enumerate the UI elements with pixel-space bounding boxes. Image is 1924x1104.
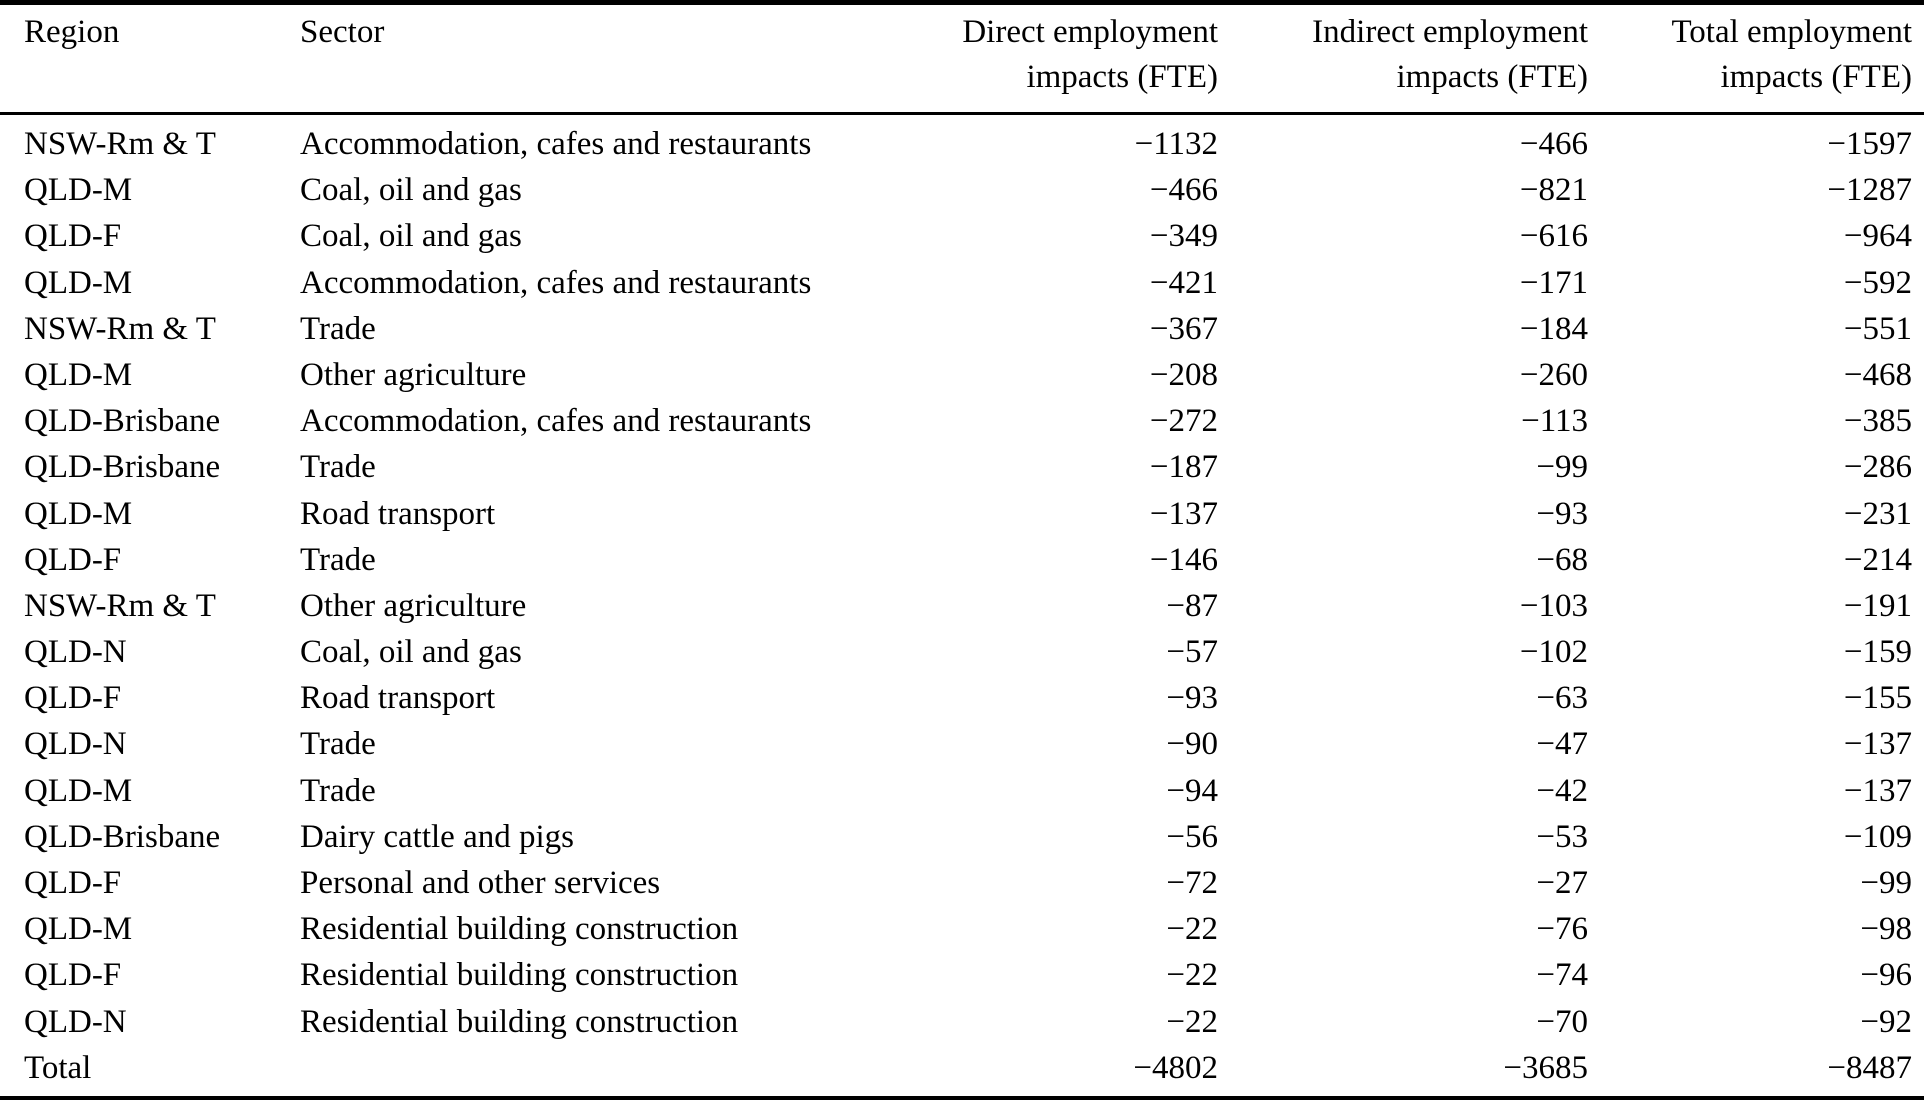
direct-impact-cell: −349 xyxy=(1149,218,1218,255)
region-cell: QLD-M xyxy=(24,264,133,301)
total-impact-cell: −92 xyxy=(1860,1003,1912,1040)
direct-impact-cell: −421 xyxy=(1149,264,1218,301)
sector-cell: Accommodation, cafes and restaurants xyxy=(300,264,812,301)
sector-cell: Road transport xyxy=(300,680,496,717)
direct-impact-cell: −146 xyxy=(1149,541,1218,578)
region-cell: QLD-M xyxy=(24,172,133,209)
table-row xyxy=(0,675,1924,721)
table-header-row xyxy=(0,5,1924,115)
direct-impact-cell: −90 xyxy=(1166,726,1218,763)
indirect-impact-cell: −466 xyxy=(1519,126,1588,162)
direct-impact-cell: −137 xyxy=(1149,495,1218,532)
direct-impact-cell: −466 xyxy=(1149,172,1218,209)
indirect-impact-cell: −27 xyxy=(1536,865,1588,901)
sector-cell: Residential building construction xyxy=(300,957,739,994)
sector-cell: Residential building construction xyxy=(300,1003,739,1040)
direct-impact-cell: −72 xyxy=(1166,865,1218,901)
direct-impact-cell: −187 xyxy=(1149,449,1218,486)
header-direct-line2: impacts (FTE) xyxy=(1026,59,1218,95)
table-row xyxy=(0,629,1924,675)
direct-impact-cell: −208 xyxy=(1149,356,1218,393)
sector-cell: Trade xyxy=(300,310,376,347)
region-cell: QLD-F xyxy=(24,541,122,578)
sector-cell: Accommodation, cafes and restaurants xyxy=(300,126,812,162)
total-impact-cell: −551 xyxy=(1843,310,1912,347)
direct-impact-cell: −272 xyxy=(1149,403,1218,440)
total-impact-cell: −231 xyxy=(1843,495,1912,532)
total-impact-cell: −96 xyxy=(1860,957,1912,994)
header-total-line2: impacts (FTE) xyxy=(1720,59,1912,95)
region-cell: QLD-N xyxy=(24,1003,127,1040)
region-cell: NSW-Rm & T xyxy=(24,587,216,624)
total-impact-cell: −964 xyxy=(1843,218,1912,255)
region-cell: Total xyxy=(24,1049,92,1086)
table-row xyxy=(0,999,1924,1045)
sector-cell: Trade xyxy=(300,772,376,809)
direct-impact-cell: −22 xyxy=(1166,1003,1218,1040)
table-row xyxy=(0,721,1924,767)
table-row xyxy=(0,906,1924,952)
table-body xyxy=(0,115,1924,1091)
region-cell: QLD-M xyxy=(24,772,133,809)
region-cell: QLD-N xyxy=(24,634,127,671)
indirect-impact-cell: −184 xyxy=(1519,310,1588,347)
indirect-impact-cell: −68 xyxy=(1536,541,1588,578)
sector-cell: Other agriculture xyxy=(300,587,527,624)
total-impact-cell: −468 xyxy=(1843,356,1912,393)
sector-cell: Dairy cattle and pigs xyxy=(300,818,574,855)
total-impact-cell: −159 xyxy=(1843,634,1912,671)
region-cell: QLD-F xyxy=(24,680,122,717)
indirect-impact-cell: −103 xyxy=(1519,587,1588,624)
total-impact-cell: −1287 xyxy=(1827,172,1912,209)
total-impact-cell: −98 xyxy=(1860,911,1912,948)
region-cell: NSW-Rm & T xyxy=(24,126,216,162)
region-cell: QLD-M xyxy=(24,356,133,393)
indirect-impact-cell: −93 xyxy=(1536,495,1588,532)
total-impact-cell: −137 xyxy=(1843,772,1912,809)
total-impact-cell: −109 xyxy=(1843,818,1912,855)
sector-cell: Other agriculture xyxy=(300,356,527,393)
direct-impact-cell: −22 xyxy=(1166,957,1218,994)
header-total-line1: Total employment xyxy=(1671,14,1912,50)
sector-cell: Coal, oil and gas xyxy=(300,218,522,255)
table-row xyxy=(0,260,1924,306)
total-impact-cell: −99 xyxy=(1860,865,1912,901)
indirect-impact-cell: −47 xyxy=(1536,726,1588,763)
total-impact-cell: −385 xyxy=(1843,403,1912,440)
total-impact-cell: −155 xyxy=(1843,680,1912,717)
indirect-impact-cell: −42 xyxy=(1536,772,1588,809)
sector-cell: Coal, oil and gas xyxy=(300,172,522,209)
table-row xyxy=(0,306,1924,352)
region-cell: QLD-F xyxy=(24,865,122,901)
direct-impact-cell: −56 xyxy=(1166,818,1218,855)
direct-impact-cell: −4802 xyxy=(1133,1049,1218,1086)
direct-impact-cell: −87 xyxy=(1166,587,1218,624)
region-cell: QLD-F xyxy=(24,957,122,994)
header-indirect-line2: impacts (FTE) xyxy=(1396,59,1588,95)
direct-impact-cell: −94 xyxy=(1166,772,1218,809)
sector-cell: Trade xyxy=(300,726,376,763)
indirect-impact-cell: −260 xyxy=(1519,356,1588,393)
sector-cell: Coal, oil and gas xyxy=(300,634,522,671)
region-cell: QLD-N xyxy=(24,726,127,763)
total-impact-cell: −1597 xyxy=(1827,126,1912,162)
table-row xyxy=(0,398,1924,444)
sector-cell: Trade xyxy=(300,541,376,578)
total-impact-cell: −214 xyxy=(1843,541,1912,578)
table-row xyxy=(0,352,1924,398)
table-row xyxy=(0,537,1924,583)
region-cell: QLD-M xyxy=(24,911,133,948)
region-cell: QLD-M xyxy=(24,495,133,532)
indirect-impact-cell: −99 xyxy=(1536,449,1588,486)
indirect-impact-cell: −53 xyxy=(1536,818,1588,855)
direct-impact-cell: −57 xyxy=(1166,634,1218,671)
indirect-impact-cell: −171 xyxy=(1519,264,1588,301)
table-row xyxy=(0,121,1924,167)
indirect-impact-cell: −76 xyxy=(1536,911,1588,948)
sector-cell: Residential building construction xyxy=(300,911,739,948)
header-direct-line1: Direct employment xyxy=(962,14,1218,50)
direct-impact-cell: −22 xyxy=(1166,911,1218,948)
indirect-impact-cell: −821 xyxy=(1519,172,1588,209)
indirect-impact-cell: −616 xyxy=(1519,218,1588,255)
indirect-impact-cell: −74 xyxy=(1536,957,1588,994)
total-impact-cell: −592 xyxy=(1843,264,1912,301)
indirect-impact-cell: −113 xyxy=(1521,403,1588,440)
indirect-impact-cell: −63 xyxy=(1536,680,1588,717)
header-region: Region xyxy=(24,14,120,50)
direct-impact-cell: −93 xyxy=(1166,680,1218,717)
region-cell: QLD-Brisbane xyxy=(24,818,221,855)
total-impact-cell: −286 xyxy=(1843,449,1912,486)
header-direct-employment xyxy=(900,10,1218,100)
region-cell: QLD-F xyxy=(24,218,122,255)
total-impact-cell: −191 xyxy=(1843,587,1912,624)
sector-cell: Accommodation, cafes and restaurants xyxy=(300,403,812,440)
table-row xyxy=(0,860,1924,906)
region-cell: NSW-Rm & T xyxy=(24,310,216,347)
header-total-employment xyxy=(1588,10,1912,100)
direct-impact-cell: −1132 xyxy=(1134,126,1218,162)
table-row xyxy=(0,1045,1924,1091)
table-row xyxy=(0,814,1924,860)
total-impact-cell: −8487 xyxy=(1827,1049,1912,1086)
table-row xyxy=(0,444,1924,490)
table-row xyxy=(0,768,1924,814)
sector-cell: Trade xyxy=(300,449,376,486)
indirect-impact-cell: −102 xyxy=(1519,634,1588,671)
header-indirect-line1: Indirect employment xyxy=(1312,14,1588,50)
indirect-impact-cell: −70 xyxy=(1536,1003,1588,1040)
indirect-impact-cell: −3685 xyxy=(1503,1049,1588,1086)
table-row xyxy=(0,167,1924,213)
table-row xyxy=(0,952,1924,998)
total-impact-cell: −137 xyxy=(1843,726,1912,763)
table-row xyxy=(0,491,1924,537)
direct-impact-cell: −367 xyxy=(1149,310,1218,347)
sector-cell: Road transport xyxy=(300,495,496,532)
region-cell: QLD-Brisbane xyxy=(24,403,221,440)
region-cell: QLD-Brisbane xyxy=(24,449,221,486)
table-bottom-rule xyxy=(0,1096,1924,1100)
table-row xyxy=(0,213,1924,259)
sector-cell: Personal and other services xyxy=(300,865,661,901)
header-indirect-employment xyxy=(1218,10,1588,100)
header-sector: Sector xyxy=(300,14,385,50)
table-row xyxy=(0,583,1924,629)
